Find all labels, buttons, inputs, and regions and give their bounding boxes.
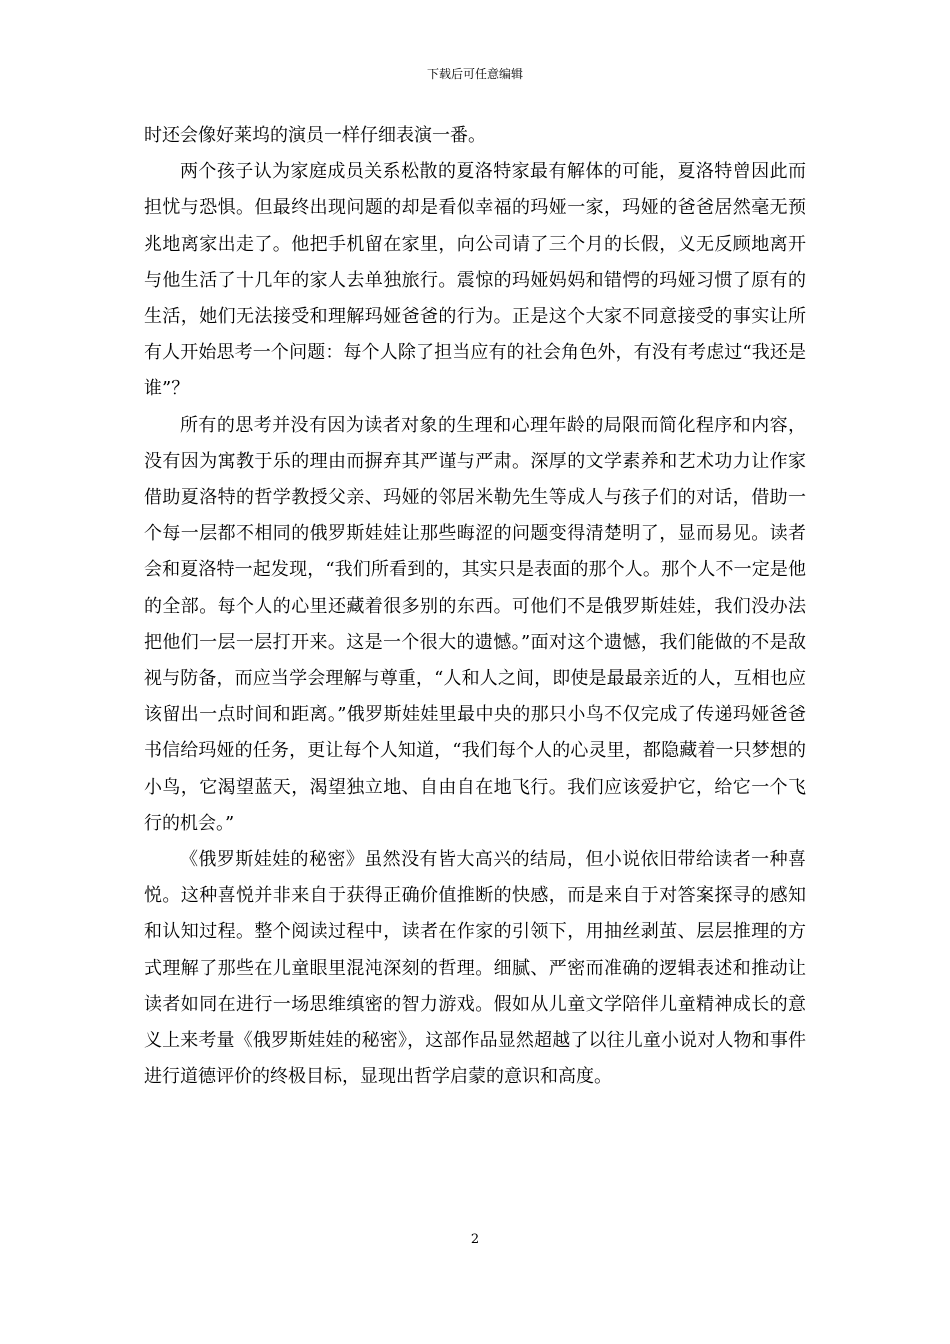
paragraph: 《俄罗斯娃娃的秘密》虽然没有皆大高兴的结局，但小说依旧带给读者一种喜悦。这种喜悦并非来自于获得正确价值推断的快感，而是来自于对答案探寻的感知和认知过程。整个阅读过程中，读者在作家的引领下，用抽丝剥茧、层层推理的方式理解了那些在儿童眼里混沌深刻的哲理。细腻、严密而准确的逻辑表述和推动让读者如同在进行一场思维缜密的智力游戏。假如从儿童文学陪伴儿童精神成长的意义上来考量《俄罗斯娃娃的秘密》，这部作品显然超越了以往儿童小说对人物和事件进行道德评价的终极目标，显现出哲学启蒙的意识和高度。: [144, 849, 806, 1088]
document-body: [144, 118, 806, 1095]
paragraph: 所有的思考并没有因为读者对象的生理和心理年龄的局限而简化程序和内容，没有因为寓教于乐的理由而摒弃其严谨与严肃。深厚的文学素养和艺术功力让作家借助夏洛特的哲学教授父亲、玛娅的邻居米勒先生等成人与孩子们的对话，借助一个每一层都不相同的俄罗斯娃娃让那些晦涩的问题变得清楚明了，显而易见。读者会和夏洛特一起发现，“我们所看到的，其实只是表面的那个人。那个人不一定是他的全部。每个人的心里还藏着很多别的东西。可他们不是俄罗斯娃娃，我们没办法把他们一层一层打开来。这是一个很大的遗憾。”面对这个遗憾，我们能做的不是敌视与防备，而应当学会理解与尊重，“人和人之间，即使是最最亲近的人，互相也应该留出一点时间和距离。”俄罗斯娃娃里最中央的那只小鸟不仅完成了传递玛娅爸爸书信给玛娅的任务，更让每个人知道，“我们每个人的心灵里，都隐藏着一只梦想的小鸟，它渴望蓝天，渴望独立地、自由自在地飞行。我们应该爱护它，给它一个飞行的机会。”: [144, 414, 806, 834]
page-header: 下载后可任意编辑: [426, 67, 523, 81]
paragraph-continuation: 时还会像好莱坞的演员一样仔细表演一番。: [144, 125, 486, 146]
paragraph: 两个孩子认为家庭成员关系松散的夏洛特家最有解体的可能，夏洛特曾因此而担忧与恐惧。但最终出现问题的却是看似幸福的玛娅一家，玛娅的爸爸居然毫无预兆地离家出走了。他把手机留在家里，向公司请了三个月的长假，义无反顾地离开与他生活了十几年的家人去单独旅行。震惊的玛娅妈妈和错愕的玛娅习惯了原有的生活，她们无法接受和理解玛娅爸爸的行为。正是这个大家不同意接受的事实让所有人开始思考一个问题：每个人除了担当应有的社会角色外，有没有考虑过“我还是谁”？: [144, 161, 806, 400]
page-number: 2: [470, 1232, 480, 1247]
